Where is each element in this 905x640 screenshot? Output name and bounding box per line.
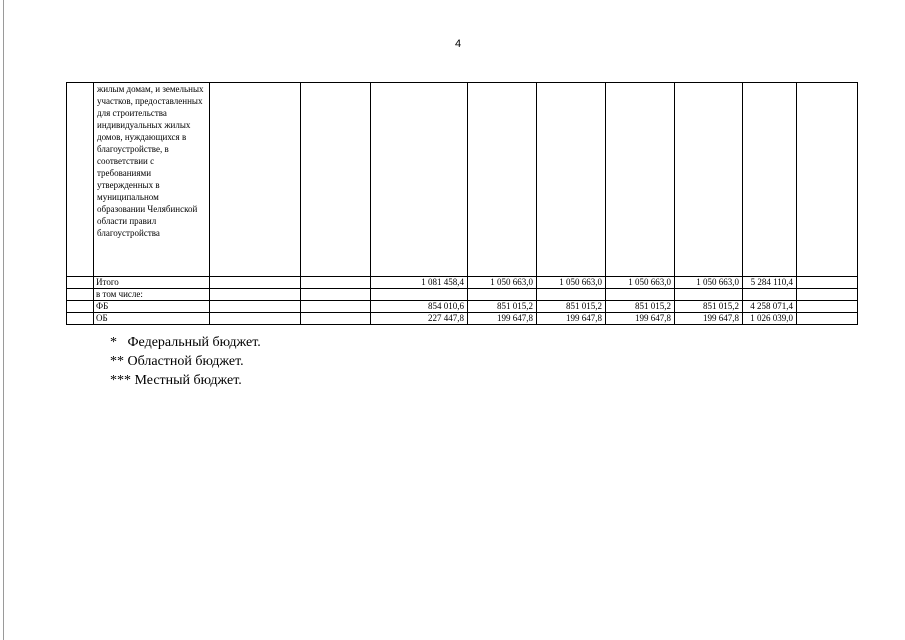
table-cell [606, 83, 675, 277]
scan-margin-line [3, 0, 4, 640]
table-cell [797, 83, 858, 277]
value-cell [537, 289, 606, 301]
footnote-federal: * Федеральный бюджет. [110, 335, 261, 350]
table-row-regional [67, 313, 858, 325]
row-label: в том числе: [94, 289, 210, 301]
value-cell: 199 647,8 [675, 313, 743, 325]
table-cell [797, 277, 858, 289]
table-cell [301, 313, 371, 325]
table-cell [301, 289, 371, 301]
row-label: Итого [94, 277, 210, 289]
value-cell: 199 647,8 [468, 313, 537, 325]
table-cell [675, 83, 743, 277]
value-cell [606, 289, 675, 301]
value-cell: 4 258 071,4 [743, 301, 797, 313]
value-cell [675, 289, 743, 301]
value-cell: 1 026 039,0 [743, 313, 797, 325]
value-cell: 1 050 663,0 [468, 277, 537, 289]
table-cell [301, 301, 371, 313]
table-row-including [67, 289, 858, 301]
value-cell: 199 647,8 [537, 313, 606, 325]
value-cell: 199 647,8 [606, 313, 675, 325]
table-cell [371, 83, 468, 277]
table-cell [210, 83, 301, 277]
table-cell [301, 83, 371, 277]
footnote-regional: ** Областной бюджет. [110, 354, 244, 369]
table-row-continuation [67, 83, 858, 277]
table-cell [67, 301, 94, 313]
value-cell: 1 050 663,0 [606, 277, 675, 289]
value-cell: 1 081 458,4 [371, 277, 468, 289]
table-cell [210, 277, 301, 289]
value-cell: 851 015,2 [675, 301, 743, 313]
table-cell [301, 277, 371, 289]
table-row-federal [67, 301, 858, 313]
table-cell [210, 289, 301, 301]
table-row-total [67, 277, 858, 289]
budget-table [66, 82, 858, 325]
table-cell [797, 289, 858, 301]
footnote-local: *** Местный бюджет. [110, 373, 242, 388]
value-cell [371, 289, 468, 301]
value-cell [468, 289, 537, 301]
row-label: ФБ [94, 301, 210, 313]
value-cell: 227 447,8 [371, 313, 468, 325]
value-cell: 1 050 663,0 [537, 277, 606, 289]
table-cell [210, 301, 301, 313]
row-label: ОБ [94, 313, 210, 325]
table-cell [210, 313, 301, 325]
page-number: 4 [455, 38, 462, 50]
value-cell [743, 289, 797, 301]
footnotes [110, 333, 261, 390]
table-cell [797, 313, 858, 325]
table-cell [67, 277, 94, 289]
table-cell [67, 289, 94, 301]
table-cell [468, 83, 537, 277]
table-cell [67, 313, 94, 325]
table-cell [67, 83, 94, 277]
table-cell [743, 83, 797, 277]
value-cell: 1 050 663,0 [675, 277, 743, 289]
value-cell: 851 015,2 [537, 301, 606, 313]
table-cell [797, 301, 858, 313]
value-cell: 5 284 110,4 [743, 277, 797, 289]
value-cell: 851 015,2 [468, 301, 537, 313]
table-cell [537, 83, 606, 277]
continuation-text-cell: жилым домам, и земельных участков, предоставленных для строительства индивидуальных жилых домов, нуждающихся в благоустройстве, в соответствии с требованиями утвержденных в муниципальном образовании Челябинской области правил благоустройства [94, 83, 210, 277]
value-cell: 851 015,2 [606, 301, 675, 313]
value-cell: 854 010,6 [371, 301, 468, 313]
